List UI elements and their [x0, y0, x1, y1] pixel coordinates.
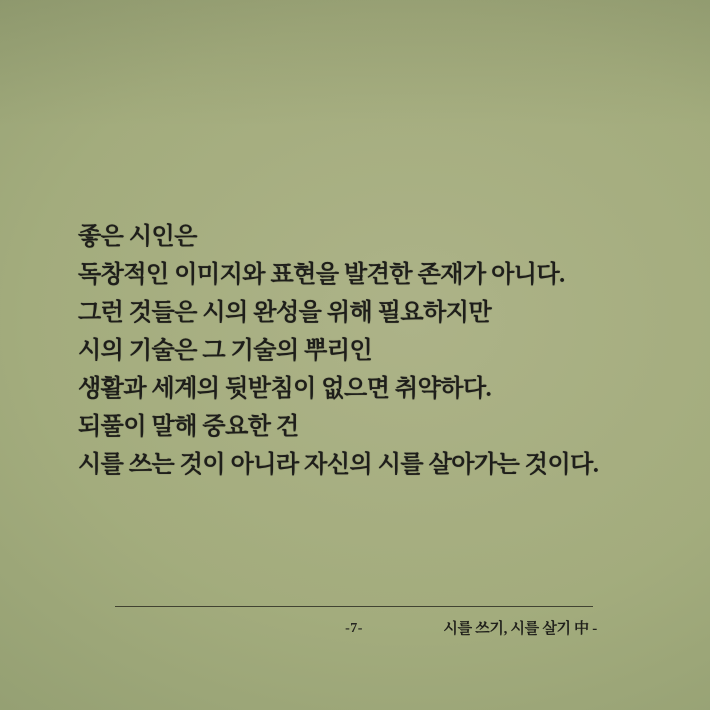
footer-row: [115, 615, 597, 643]
quote-line: 독창적인 이미지와 표현을 발견한 존재가 아니다.: [78, 262, 565, 288]
quote-line: 그런 것들은 시의 완성을 위해 필요하지만: [78, 300, 492, 326]
quote-line: 시의 기술은 그 기술의 뿌리인: [78, 338, 373, 364]
page-footer: [115, 606, 597, 643]
quote-line: 좋은 시인은: [78, 224, 197, 250]
quote-line: 되풀이 말해 중요한 건: [78, 414, 299, 440]
footer-divider: [115, 606, 593, 607]
source-citation: 시를 쓰기, 시를 살기 中 -: [443, 621, 597, 637]
quote-text-block: [78, 218, 653, 484]
quote-line: 생활과 세계의 뒷받침이 없으면 취약하다.: [78, 376, 492, 402]
page-number: -7-: [345, 621, 363, 636]
quote-line: 시를 쓰는 것이 아니라 자신의 시를 살아가는 것이다.: [78, 452, 599, 478]
